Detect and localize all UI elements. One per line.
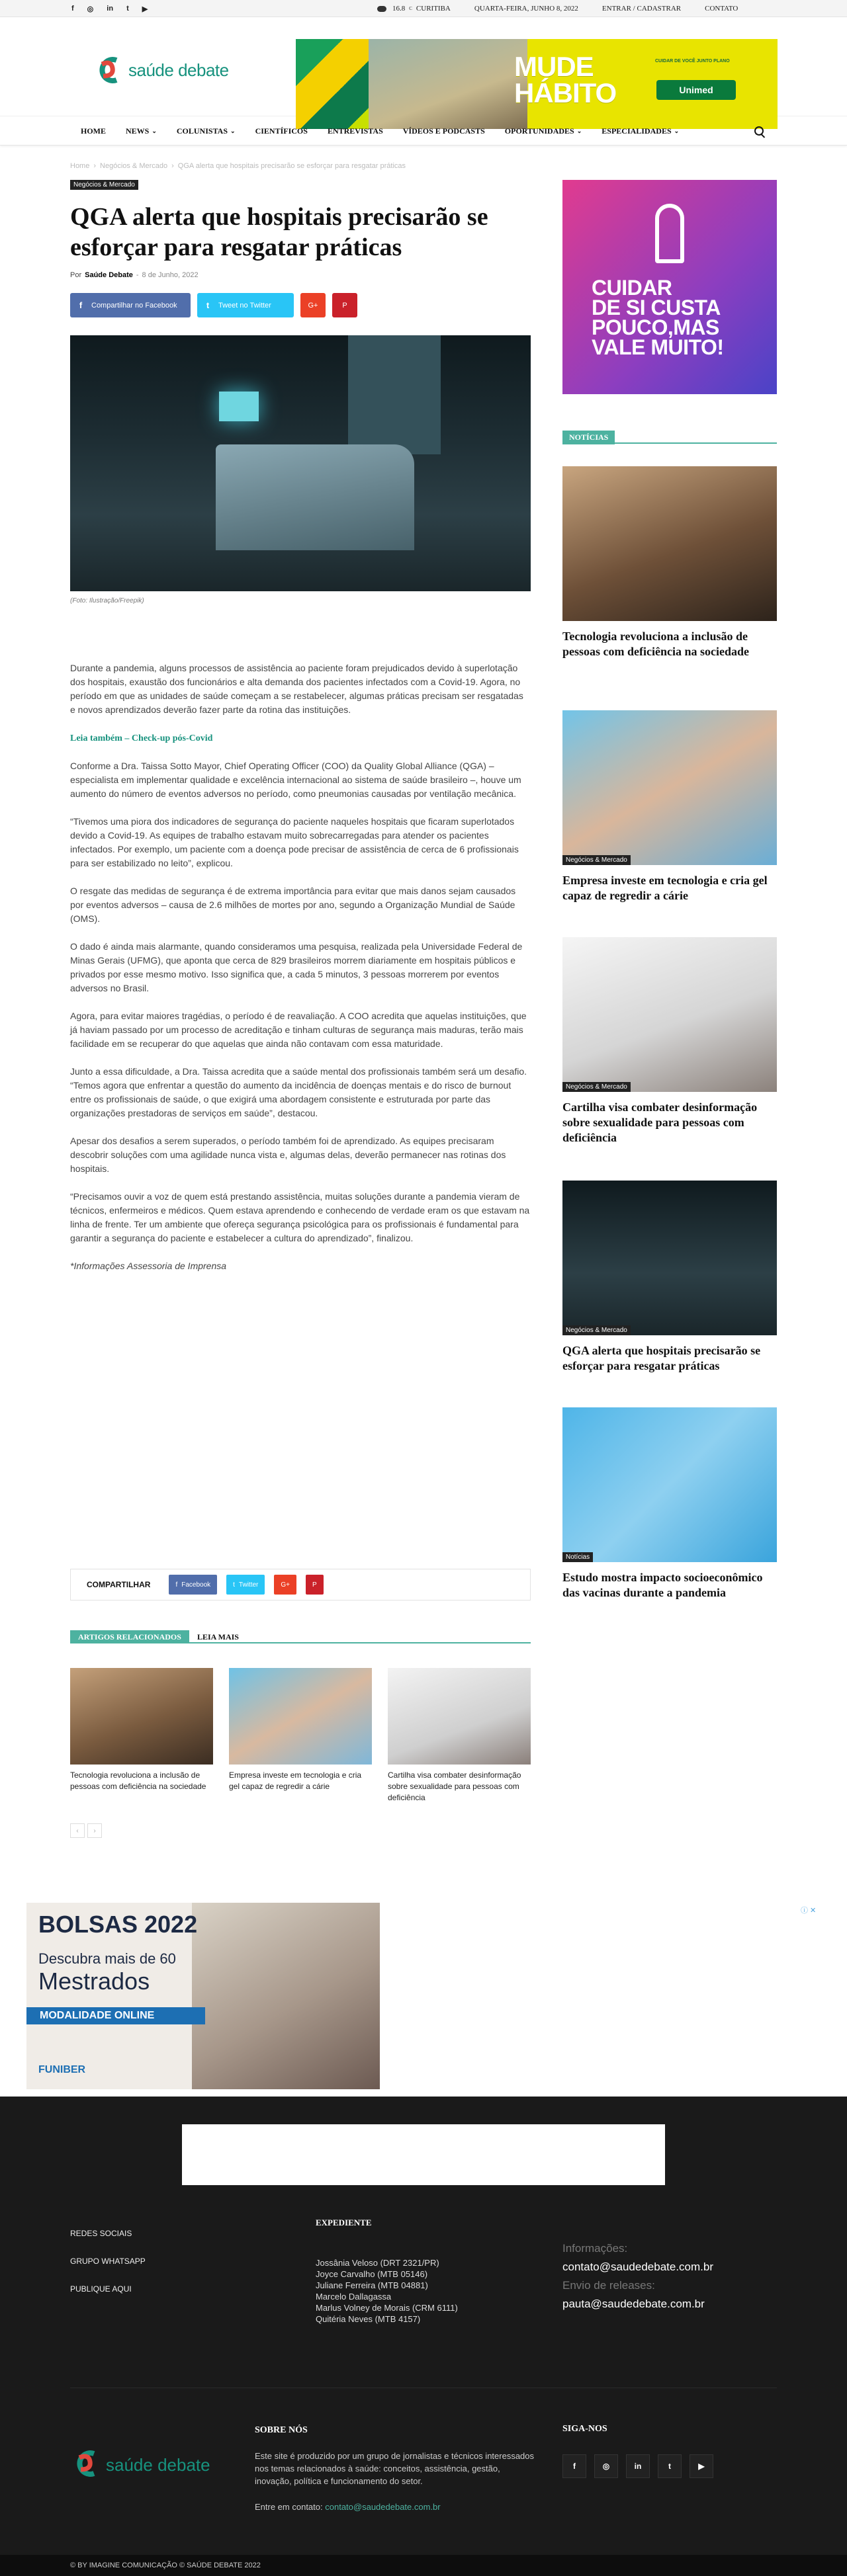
tab-related-articles[interactable]: ARTIGOS RELACIONADOS [70,1630,189,1642]
sidebar-thumbnail [562,1407,777,1562]
sidebar-news-item[interactable] [562,937,777,1145]
prev-page-button[interactable]: ‹ [70,1823,85,1838]
sidebar-news-item[interactable] [562,1407,777,1600]
login-link[interactable]: ENTRAR / CADASTRAR [602,5,682,13]
chevron-down-icon: ⌄ [152,127,157,134]
footer-link-redes[interactable]: REDES SOCIAIS [70,2229,132,2238]
share-pinterest-button[interactable]: P [332,293,357,317]
expediente-line: Joyce Carvalho (MTB 05146) [316,2269,428,2279]
sidebar-heading: NOTÍCIAS [562,431,777,444]
adchoices-icon[interactable]: ⓘ ✕ [801,1907,817,1915]
sidebar-news-title: QGA alerta que hospitais precisarão se esforçar para resgatar práticas [562,1344,761,1372]
related-thumbnail [70,1668,213,1765]
share-googleplus-button[interactable]: G+ [300,293,326,317]
footer-expediente [316,2217,458,2325]
sidebar-news-title: Estudo mostra impacto socioeconômico das vacinas durante a pandemia [562,1571,763,1599]
ad-brand: FUNIBER [38,2064,86,2075]
footer-link-whatsapp[interactable]: GRUPO WHATSAPP [70,2257,146,2266]
footer-contact [562,2239,713,2313]
site-footer [0,2097,847,2576]
nav-item-news[interactable]: NEWS ⌄ [126,126,157,136]
sidebar-thumbnail [562,1181,777,1335]
nav-item-entrevistas[interactable]: ENTREVISTAS [327,126,383,136]
paragraph: O dado é ainda mais alarmante, quando consideramos uma pesquisa, realizada pela Universidade Federal de Minas Gerais (UFMG), que aponta que cerca de 829 brasileiros morrem diariamente em hospitais públicos e privados por esse mesmo motivo. Isso significa que, a cada 5 minutos, 3 pessoas morrerem por eventos adversos no Brasil. [70,941,523,993]
facebook-icon: f [79,300,83,310]
city: CURITIBA [416,5,451,13]
info-email-link[interactable]: contato@saudedebate.com.br [562,2261,714,2273]
image-caption: (Foto: Ilustração/Freepik) [70,597,144,604]
related-title: Empresa investe em tecnologia e cria gel capaz de regredir a cárie [229,1770,362,1791]
current-date: QUARTA-FEIRA, JUNHO 8, 2022 [474,5,578,13]
about-title: SOBRE NÓS [255,2425,308,2435]
sidebar-badge: Negócios & Mercado [562,1082,631,1092]
sidebar-thumbnail [562,466,777,621]
article-hero-image [70,335,531,591]
chevron-down-icon: ⌄ [576,127,582,134]
paragraph: “Tivemos uma piora dos indicadores de segurança do paciente naqueles hospitais que ficaram superlotados devido a Covid-19. As equipes de trabalho estavam muito sobrecarregadas para atender os pacientes infectados. Por exemplo, um paciente com a doença pode precisar de assistência de cerca de 6 profissionais para ser estabilizado no leito”, explicou. [70,816,519,868]
breadcrumb [70,162,406,170]
facebook-icon[interactable]: f [71,5,74,13]
banner-photo [369,39,527,129]
sidebar-news-title: Tecnologia revoluciona a inclusão de pessoas com deficiência na sociedade [562,630,749,658]
tab-read-more[interactable]: LEIA MAIS [197,1632,239,1641]
search-icon[interactable] [754,126,764,136]
footer-logo-text: saúde debate [106,2455,210,2475]
share-facebook-button[interactable]: f Facebook [169,1575,217,1595]
ribbon-icon [655,204,684,263]
nav-item-oportunidades[interactable]: OPORTUNIDADES ⌄ [504,126,582,136]
article-title: QGA alerta que hospitais precisarão se esforçar para resgatar práticas [70,203,488,261]
youtube-icon[interactable]: ▶ [690,2454,713,2478]
hero-window [348,335,441,454]
article-body [70,661,531,1287]
breadcrumb-home[interactable]: Home [70,162,90,170]
info-label: Informações: [562,2242,628,2255]
expediente-line: Jossânia Veloso (DRT 2321/PR) [316,2258,439,2268]
twitter-icon: t [206,300,210,310]
source-note: *Informações Assessoria de Imprensa [70,1261,227,1271]
footer-link-publique[interactable]: PUBLIQUE AQUI [70,2284,132,2294]
sidebar-badge: Negócios & Mercado [562,855,631,865]
share-twitter-button[interactable]: t Twitter [226,1575,265,1595]
temperature-unit: C [409,6,412,11]
share-pinterest-button[interactable]: P [306,1575,324,1595]
paragraph: Conforme a Dra. Taissa Sotto Mayor, Chief Operating Officer (COO) da Quality Global Alliance (QGA) – especialista em implementar qualidade e excelência internacional ao sistema de saúde brasileiro –, houve um aumento do número de eventos adversos no período, como pneumonias causadas por ventilação mecânica. [70,761,521,799]
expediente-line: Quitéria Neves (MTB 4157) [316,2314,421,2324]
copyright: © BY IMAGINE COMUNICAÇÃO © SAÚDE DEBATE 2022 [0,2555,847,2576]
related-thumbnail [388,1668,531,1765]
chevron-down-icon: ⌄ [674,127,680,134]
footer-ad-slot[interactable] [182,2124,665,2185]
related-pager [70,1823,102,1838]
ad-line3: Mestrados [38,1968,150,1995]
header-ad-banner[interactable] [296,39,778,129]
site-logo[interactable] [93,55,229,85]
footer-about [255,2424,536,2513]
logo-text: saúde debate [128,60,229,80]
sidebar-news-item[interactable] [562,1181,777,1374]
nav-item-videos[interactable]: VÍDEOS E PODCASTS [402,126,485,136]
chevron-down-icon: ⌄ [230,127,236,134]
sidebar-thumbnail [562,710,777,865]
share-facebook-button[interactable]: f Compartilhar no Facebook [70,293,191,317]
expediente-line: Juliane Ferreira (MTB 04881) [316,2280,428,2290]
share-buttons-top [70,293,357,317]
sidebar-ad-text: CUIDAR DE SI CUSTA POUCO,MAS VALE MUITO! [592,276,724,359]
article-meta [70,271,199,279]
contact-link[interactable]: CONTATO [705,5,738,13]
paragraph: Agora, para evitar maiores tragédias, o período é de reavaliação. A COO acredita que aquelas instituições, que já haviam passado por um processo de acreditação e tinham culturas de segurança mais maduras, terão mais facilidade em se recuperar do que aquelas que ainda não contavam com essa maturidade. [70,1011,527,1049]
related-title: Tecnologia revoluciona a inclusão de pessoas com deficiência na sociedade [70,1770,206,1791]
also-read-link[interactable]: Leia também – Check-up pós-Covid [70,733,213,743]
youtube-icon[interactable]: ▶ [142,5,148,13]
follow-title: SIGA-NOS [562,2424,607,2434]
banner-brand-button[interactable]: Unimed [656,80,736,100]
main-nav [0,116,847,145]
related-article[interactable] [70,1668,213,1804]
share-googleplus-button[interactable]: G+ [274,1575,296,1595]
sidebar-ad[interactable] [562,180,777,394]
release-email-link[interactable]: pauta@saudedebate.com.br [562,2298,705,2310]
footer-links [70,2220,146,2303]
share-label: COMPARTILHAR [87,1580,151,1589]
category-badge[interactable]: Negócios & Mercado [70,180,138,190]
sidebar-news-title: Cartilha visa combater desinformação sobre sexualidade para pessoas com deficiência [562,1101,758,1144]
sidebar-badge: Notícias [562,1552,593,1562]
site-header [0,17,847,116]
next-page-button[interactable]: › [87,1823,102,1838]
sidebar-news-title: Empresa investe em tecnologia e cria gel capaz de regredir a cárie [562,874,768,902]
share-twitter-button[interactable]: t Tweet no Twitter [197,293,294,317]
expediente-line: Marlus Volney de Morais (CRM 6111) [316,2303,458,2313]
paragraph: “Precisamos ouvir a voz de quem está prestando assistência, muitas soluções durante a pandemia vieram de técnicos, enfermeiros e médicos. Quem estava aprendendo e conhecendo de verdade eram os que estavam na linha de frente. Ter um ambiente que ofereça segurança psicológica para os profissionais é fundamental para garantir a segurança do paciente e estabelecer a cultura do aprendizado”, finalizou. [70,1191,530,1243]
paragraph: Apesar dos desafios a serem superados, o período também foi de aprendizado. As equipes precisaram descobrir soluções com uma agilidade nunca vista e, algumas delas, deverão permanecer nas rotinas dos hospitais. [70,1136,506,1174]
temperature: 16.8 [392,5,406,13]
about-text: Este site é produzido por um grupo de jornalistas e técnicos interessados nos temas relacionados à saúde: conceitos, assistência, gestão, inovação, política e funcionamento do setor. [255,2451,535,2486]
linkedin-icon[interactable]: in [107,5,114,13]
instagram-icon[interactable]: ◎ [87,5,94,13]
nav-item-home[interactable]: HOME [81,126,106,136]
twitter-icon: t [233,1581,235,1589]
sidebar-news-item[interactable] [562,466,777,659]
author-link[interactable]: Saúde Debate [85,271,133,279]
share-box-bottom [70,1569,531,1600]
expediente-line: Marcelo Dallagassa [316,2292,392,2302]
footer-follow [562,2424,713,2478]
sidebar-thumbnail [562,937,777,1092]
related-title: Cartilha visa combater desinformação sobre sexualidade para pessoas com deficiência [388,1770,521,1802]
nav-item-especialidades[interactable]: ESPECIALIDADES ⌄ [602,126,680,136]
sidebar-news-item[interactable] [562,710,777,903]
breadcrumb-separator: › [171,162,174,170]
top-info [377,0,738,17]
release-label: Envio de releases: [562,2279,655,2292]
meta-by: Por [70,271,82,279]
related-tabs [70,1630,531,1643]
breadcrumb-separator: › [93,162,97,170]
top-bar [0,0,847,17]
expediente-title: EXPEDIENTE [316,2218,372,2227]
paragraph: O resgate das medidas de segurança é de extrema importância para evitar que mais danos sejam causados por eventos adversos – causa de 2.6 milhões de mortes por ano, segundo a Organização Mundial de Saúde (OMS). [70,886,516,924]
banner-small-text: CUIDAR DE VOCÊ JUNTO PLANO [655,59,730,63]
instagram-icon[interactable]: ◎ [594,2454,618,2478]
ad-title: BOLSAS 2022 [38,1911,198,1938]
related-articles [70,1668,531,1804]
contact-label: Entre em contato: [255,2502,323,2512]
sidebar-badge: Negócios & Mercado [562,1325,631,1335]
linkedin-icon[interactable]: in [626,2454,650,2478]
top-social-icons [71,0,148,17]
breadcrumb-current: QGA alerta que hospitais precisarão se esforçar para resgatar práticas [177,162,406,170]
paragraph: Junto a essa dificuldade, a Dra. Taissa acredita que a saúde mental dos profissionais também será um desafio. “Temos agora que enfrentar a questão do aumento da incidência de doenças mentais e do risco de burnout entre os profissionais de saúde, o que exigirá uma abordagem consistente e estruturada por parte das organizações prestadoras de serviços em saúde”, destacou. [70,1066,527,1118]
logo-mark-icon [70,2448,101,2482]
twitter-icon[interactable]: t [658,2454,682,2478]
banner-title: MUDE HÁBITO [514,51,617,108]
related-thumbnail [229,1668,372,1765]
hero-monitor [219,392,259,421]
ad-strip: MODALIDADE ONLINE [26,2007,205,2024]
bottom-ad[interactable] [26,1903,380,2089]
facebook-icon[interactable]: f [562,2454,586,2478]
breadcrumb-category[interactable]: Negócios & Mercado [100,162,168,170]
related-article[interactable] [388,1668,531,1804]
logo-mark-icon [93,55,123,85]
footer-logo[interactable] [70,2448,210,2482]
hero-bed [216,444,414,550]
contact-email-link[interactable]: contato@saudedebate.com.br [325,2502,441,2512]
article-date: 8 de Junho, 2022 [142,271,199,279]
paragraph: Durante a pandemia, alguns processos de assistência ao paciente foram prejudicados devido à superlotação dos hospitais, exaustão dos funcionários e alta demanda dos pacientes infectados com a Covid-19. Agora, no período em que as unidades de saúde começam a se restabelecer, algumas práticas precisam ser resgatadas e novos aprendizados deverão fazer parte da rotina das instituições. [70,663,523,715]
meta-sep: - [136,271,139,279]
nav-item-cientificos[interactable]: CIENTÍFICOS [255,126,308,136]
weather-icon [377,6,386,12]
ad-photo [192,1903,380,2089]
related-article[interactable] [229,1668,372,1804]
ad-line2: Descubra mais de 60 [38,1950,176,1967]
nav-item-colunistas[interactable]: COLUNISTAS ⌄ [176,126,236,136]
twitter-icon[interactable]: t [126,5,129,13]
facebook-icon: f [175,1581,178,1589]
